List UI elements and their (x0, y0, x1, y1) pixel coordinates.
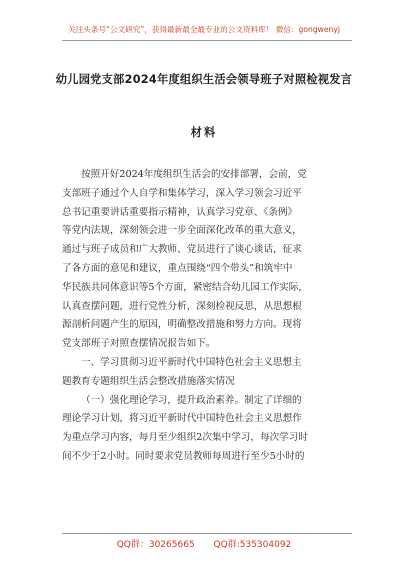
body-line: 理论学习计划，将习近平新时代中国特色社会主义思想作 (62, 413, 302, 425)
body-line: 了各方面的意见和建议，重点围绕“四个带头”和筑牢中 (62, 262, 293, 274)
body-line: 华民族共同体意识等5个方面，紧密结合幼儿园工作实际， (62, 281, 308, 293)
footer-qq-group-1: QQ群：30265665 (116, 540, 195, 550)
body-line: 党支部班子对照查摆情况报告如下。 (62, 338, 216, 350)
body-line: 认真查摆问题，进行党性分析，深刻检视反思，从思想根 (62, 300, 302, 312)
document-body (62, 166, 348, 467)
document-title-line-1: 幼儿园党支部2024年度组织生活会领导班子对照检视发言 (55, 73, 353, 86)
footer-divider (62, 533, 352, 534)
body-line: 按照开好2024年度组织生活会的安排部署，会前，党 (81, 169, 307, 180)
body-line: 支部班子通过个人自学和集体学习，深入学习领会习近平 (62, 187, 302, 199)
subsection-line: （一）强化理论学习，提升政治素养。制定了详细的 (81, 394, 302, 406)
body-line: 总书记重要讲话重要指示精神，认真学习党章、《条例》 (62, 206, 298, 218)
body-line: 为重点学习内容，每月至少组织2次集中学习，每次学习时 (62, 432, 308, 444)
footer-qq-group-2: QQ群:535304092 (213, 540, 292, 550)
body-line: 等党内法规，深刻领会进一步全面深化改革的重大意义， (62, 225, 302, 237)
footer-contact (0, 537, 408, 550)
header-promo-text: 关注头条号“公文研究”，获得最新最全最专业的公文资料库！ 微信：gongwenyj (68, 25, 340, 34)
body-line: 通过与班子成员和广大教师、党员进行了谈心谈话，征求 (62, 244, 302, 256)
body-line: 间不少于2小时。同时要求党员教师每周进行至少5小时的 (62, 450, 305, 462)
header-divider (62, 40, 352, 41)
section-heading-line: 题教育专题组织生活会整改措施落实情况 (62, 375, 235, 387)
document-title-line-2: 材料 (190, 126, 218, 139)
section-heading-line: 一、学习贯彻习近平新时代中国特色社会主义思想主 (81, 356, 302, 368)
body-line: 源剖析问题产生的原因，明确整改措施和努力方向。现将 (62, 319, 302, 331)
